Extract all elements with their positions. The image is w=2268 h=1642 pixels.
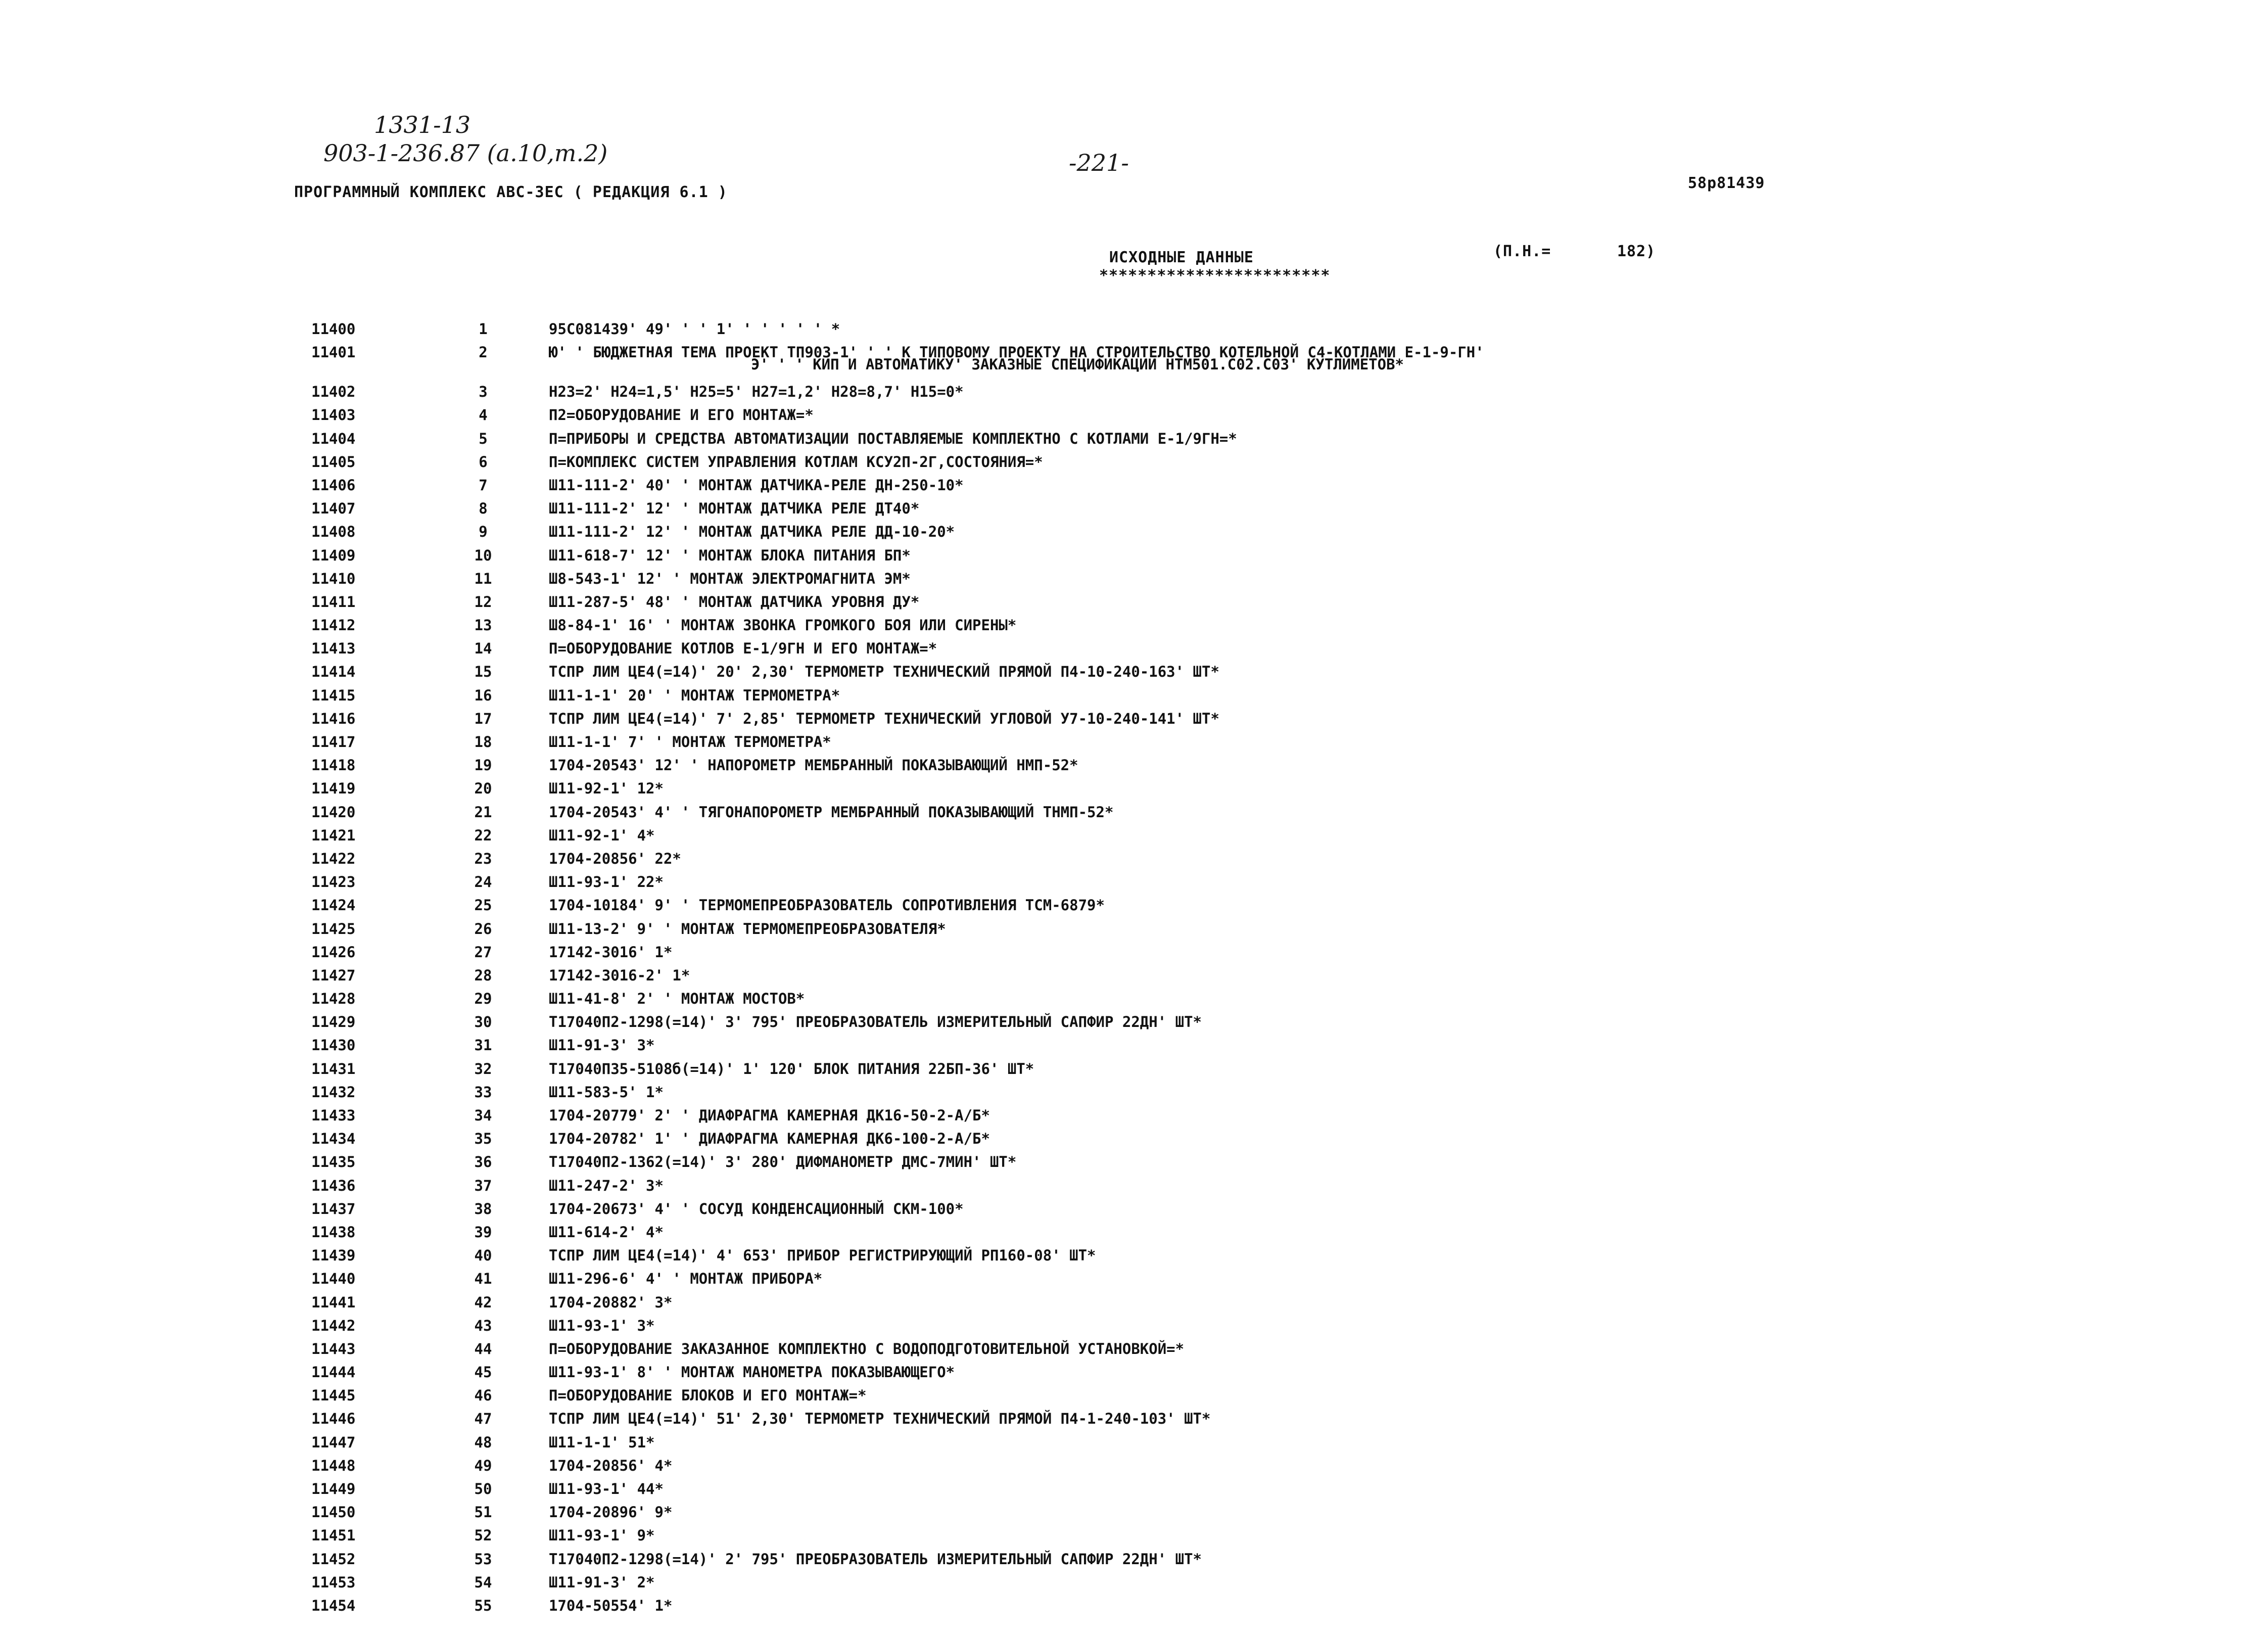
listing-row bbox=[311, 1365, 2029, 1388]
row-id: 11448 bbox=[311, 1457, 356, 1474]
row-text bbox=[549, 1528, 2029, 1543]
row-text-line: ТСПР ЛИМ ЦЕ4(=14)' 7' 2,85' ТЕРМОМЕТР ТЕХНИЧЕСКИЙ УГЛОВОЙ У7-10-240-141' ШТ* bbox=[549, 710, 1219, 727]
listing-row bbox=[311, 664, 2029, 687]
row-text-line: П=ПРИБОРЫ И СРЕДСТВА АВТОМАТИЗАЦИИ ПОСТАВЛЯЕМЫЕ КОМПЛЕКТНО С КОТЛАМИ Е-1/9ГН=* bbox=[549, 430, 1237, 447]
listing-row bbox=[311, 1411, 2029, 1434]
row-number: 45 bbox=[474, 1364, 492, 1381]
listing-row bbox=[311, 594, 2029, 618]
row-number: 47 bbox=[474, 1410, 492, 1428]
listing-row bbox=[311, 1271, 2029, 1294]
row-text-line: 95С081439' 49' ' ' 1' ' ' ' ' ' * bbox=[549, 320, 840, 338]
row-id: 11436 bbox=[311, 1177, 356, 1194]
row-text-line: 1704-20882' 3* bbox=[549, 1293, 673, 1311]
row-id: 11412 bbox=[311, 617, 356, 634]
row-text bbox=[549, 618, 2029, 633]
row-text-line: Т17040П2-1298(=14)' 2' 795' ПРЕОБРАЗОВАТЕЛЬ ИЗМЕРИТЕЛЬНЫЙ САПФИР 22ДН' ШТ* bbox=[549, 1550, 1202, 1568]
row-id: 11400 bbox=[311, 320, 356, 338]
row-number: 35 bbox=[474, 1130, 492, 1148]
row-number: 44 bbox=[474, 1340, 492, 1357]
row-text-line: Ш11-614-2' 4* bbox=[549, 1223, 664, 1241]
row-text-line: 1704-20896' 9* bbox=[549, 1504, 673, 1521]
row-text bbox=[549, 1131, 2029, 1146]
row-text-line: Т17040П2-1362(=14)' 3' 280' ДИФМАНОМЕТР ДМС-7МИН' ШТ* bbox=[549, 1153, 1017, 1171]
row-number: 41 bbox=[474, 1270, 492, 1288]
listing-row bbox=[311, 828, 2029, 851]
row-id: 11406 bbox=[311, 476, 356, 494]
row-number: 27 bbox=[474, 943, 492, 961]
row-text-line: Ш11-92-1' 4* bbox=[549, 826, 655, 844]
listing-row bbox=[311, 524, 2029, 547]
row-number: 8 bbox=[479, 500, 488, 518]
row-id: 11440 bbox=[311, 1270, 356, 1288]
row-text bbox=[549, 524, 2029, 539]
listing-row bbox=[311, 758, 2029, 781]
row-text bbox=[549, 345, 2029, 372]
row-number: 19 bbox=[474, 757, 492, 774]
row-id: 11429 bbox=[311, 1013, 356, 1031]
row-id: 11432 bbox=[311, 1083, 356, 1101]
row-text bbox=[549, 851, 2029, 866]
row-text-line: Ш11-111-2' 12' ' МОНТАЖ ДАТЧИКА РЕЛЕ ДД-10-20* bbox=[549, 523, 955, 541]
row-number: 7 bbox=[479, 476, 488, 494]
row-number: 20 bbox=[474, 780, 492, 797]
row-text bbox=[549, 548, 2029, 563]
row-text-line: П=ОБОРУДОВАНИЕ БЛОКОВ И ЕГО МОНТАЖ=* bbox=[549, 1387, 867, 1404]
row-text-line: Ш11-93-1' 22* bbox=[549, 873, 664, 891]
row-number: 28 bbox=[474, 966, 492, 984]
row-text-line: Ш11-296-6' 4' ' МОНТАЖ ПРИБОРА* bbox=[549, 1270, 823, 1288]
listing-row bbox=[311, 1505, 2029, 1528]
row-text-line: Н23=2' Н24=1,5' Н25=5' Н27=1,2' Н28=8,7' Н15=0* bbox=[549, 383, 964, 401]
row-text bbox=[549, 664, 2029, 679]
row-number: 55 bbox=[474, 1597, 492, 1614]
row-text-line: Ш11-93-1' 3* bbox=[549, 1317, 655, 1334]
row-number: 9 bbox=[479, 523, 488, 541]
row-number: 17 bbox=[474, 710, 492, 727]
row-number: 22 bbox=[474, 826, 492, 844]
row-number: 12 bbox=[474, 593, 492, 611]
listing-row bbox=[311, 781, 2029, 804]
listing-row bbox=[311, 851, 2029, 874]
listing-row bbox=[311, 321, 2029, 345]
row-text-line: Ш11-93-1' 8' ' МОНТАЖ МАНОМЕТРА ПОКАЗЫВАЮЩЕГО* bbox=[549, 1364, 955, 1381]
row-text-continuation: Э' ' ' КИП И АВТОМАТИКУ' ЗАКАЗНЫЕ СПЕЦИФИКАЦИИ НТМ501.С02.С03' КУТЛИМЕТОВ* bbox=[751, 356, 1404, 373]
row-text bbox=[549, 828, 2029, 843]
row-id: 11420 bbox=[311, 803, 356, 821]
row-id: 11415 bbox=[311, 686, 356, 704]
row-id: 11419 bbox=[311, 780, 356, 797]
row-text bbox=[549, 1085, 2029, 1100]
listing-row bbox=[311, 1131, 2029, 1154]
row-text bbox=[549, 1435, 2029, 1450]
listing-row bbox=[311, 991, 2029, 1014]
row-number: 50 bbox=[474, 1480, 492, 1497]
row-id: 11439 bbox=[311, 1247, 356, 1264]
row-text-line: 1704-20543' 12' ' НАПОРОМЕТР МЕМБРАННЫЙ ПОКАЗЫВАЮЩИЙ НМП-52* bbox=[549, 757, 1078, 774]
document-number: 58р81439 bbox=[1688, 174, 1765, 192]
row-number: 5 bbox=[479, 430, 488, 447]
listing-row bbox=[311, 688, 2029, 711]
row-id: 11433 bbox=[311, 1107, 356, 1124]
listing-row bbox=[311, 1341, 2029, 1365]
row-id: 11402 bbox=[311, 383, 356, 401]
row-text-line: 17142-3016-2' 1* bbox=[549, 966, 690, 984]
row-text bbox=[549, 921, 2029, 936]
listing-row bbox=[311, 1225, 2029, 1248]
row-text-line: Ш11-91-3' 3* bbox=[549, 1037, 655, 1054]
row-number: 42 bbox=[474, 1293, 492, 1311]
listing-row bbox=[311, 1061, 2029, 1085]
row-id: 11417 bbox=[311, 733, 356, 750]
row-text-line: Ш11-92-1' 12* bbox=[549, 780, 664, 797]
row-id: 11451 bbox=[311, 1527, 356, 1544]
row-text bbox=[549, 781, 2029, 796]
row-number: 51 bbox=[474, 1504, 492, 1521]
row-text-line: Ш11-618-7' 12' ' МОНТАЖ БЛОКА ПИТАНИЯ БП* bbox=[549, 546, 911, 564]
row-number: 48 bbox=[474, 1433, 492, 1451]
row-number: 16 bbox=[474, 686, 492, 704]
listing-row bbox=[311, 1528, 2029, 1551]
row-text-line: Т17040П2-1298(=14)' 3' 795' ПРЕОБРАЗОВАТЕЛЬ ИЗМЕРИТЕЛЬНЫЙ САПФИР 22ДН' ШТ* bbox=[549, 1013, 1202, 1031]
listing-row bbox=[311, 898, 2029, 921]
title-pn-value: 182) bbox=[1617, 243, 1656, 260]
listing-row bbox=[311, 805, 2029, 828]
row-number: 24 bbox=[474, 873, 492, 891]
row-text bbox=[549, 1201, 2029, 1216]
row-id: 11427 bbox=[311, 966, 356, 984]
row-text bbox=[549, 1318, 2029, 1333]
archive-number-handwritten: 1331-13 bbox=[374, 111, 471, 138]
row-number: 33 bbox=[474, 1083, 492, 1101]
listing-row bbox=[311, 1248, 2029, 1271]
listing-row bbox=[311, 1154, 2029, 1178]
row-text bbox=[549, 688, 2029, 703]
row-text-line: 1704-20782' 1' ' ДИАФРАГМА КАМЕРНАЯ ДК6-100-2-А/Б* bbox=[549, 1130, 990, 1148]
row-id: 11430 bbox=[311, 1037, 356, 1054]
row-id: 11424 bbox=[311, 897, 356, 914]
row-id: 11438 bbox=[311, 1223, 356, 1241]
title-underline: ************************ bbox=[1099, 267, 1331, 285]
row-number: 36 bbox=[474, 1153, 492, 1171]
row-number: 54 bbox=[474, 1573, 492, 1591]
row-text-line: ТСПР ЛИМ ЦЕ4(=14)' 20' 2,30' ТЕРМОМЕТР ТЕХНИЧЕСКИЙ ПРЯМОЙ П4-10-240-163' ШТ* bbox=[549, 663, 1219, 681]
row-number: 46 bbox=[474, 1387, 492, 1404]
row-number: 21 bbox=[474, 803, 492, 821]
program-header: ПРОГРАММНЫЙ КОМПЛЕКС АВС-3ЕС ( РЕДАКЦИЯ 6.1 ) bbox=[294, 183, 728, 201]
row-number: 1 bbox=[479, 320, 488, 338]
row-number: 29 bbox=[474, 990, 492, 1008]
row-text-line: Т17040П35-5108б(=14)' 1' 120' БЛОК ПИТАНИЯ 22БП-36' ШТ* bbox=[549, 1060, 1034, 1077]
row-text-line: 1704-20673' 4' ' СОСУД КОНДЕНСАЦИОННЫЙ СКМ-100* bbox=[549, 1200, 964, 1217]
row-text bbox=[549, 594, 2029, 609]
row-id: 11416 bbox=[311, 710, 356, 727]
listing-row bbox=[311, 571, 2029, 594]
row-id: 11446 bbox=[311, 1410, 356, 1428]
listing-row bbox=[311, 1481, 2029, 1505]
listing-row bbox=[311, 641, 2029, 664]
row-text-line: 17142-3016' 1* bbox=[549, 943, 673, 961]
row-id: 11422 bbox=[311, 850, 356, 867]
row-id: 11414 bbox=[311, 663, 356, 681]
listing-row bbox=[311, 1575, 2029, 1598]
listing-row bbox=[311, 454, 2029, 478]
row-text bbox=[549, 501, 2029, 516]
row-text bbox=[549, 968, 2029, 983]
row-number: 30 bbox=[474, 1013, 492, 1031]
listing-row bbox=[311, 711, 2029, 734]
listing-row bbox=[311, 431, 2029, 454]
row-id: 11425 bbox=[311, 920, 356, 937]
listing-row bbox=[311, 874, 2029, 898]
row-text bbox=[549, 1038, 2029, 1053]
row-text bbox=[549, 1505, 2029, 1520]
row-text bbox=[549, 454, 2029, 470]
row-number: 18 bbox=[474, 733, 492, 750]
row-id: 11409 bbox=[311, 546, 356, 564]
row-text bbox=[549, 1225, 2029, 1240]
row-text bbox=[549, 898, 2029, 913]
row-text-line: ТСПР ЛИМ ЦЕ4(=14)' 4' 653' ПРИБОР РЕГИСТРИРУЮЩИЙ РП160-08' ШТ* bbox=[549, 1247, 1096, 1264]
row-text bbox=[549, 1365, 2029, 1380]
row-text bbox=[549, 571, 2029, 586]
listing-row bbox=[311, 1388, 2029, 1411]
row-text-line: Ш11-247-2' 3* bbox=[549, 1177, 664, 1194]
row-number: 38 bbox=[474, 1200, 492, 1217]
row-number: 49 bbox=[474, 1457, 492, 1474]
row-id: 11403 bbox=[311, 406, 356, 424]
row-number: 37 bbox=[474, 1177, 492, 1194]
listing-row bbox=[311, 1085, 2029, 1108]
row-text-line: Ш11-13-2' 9' ' МОНТАЖ ТЕРМОМЕПРЕОБРАЗОВАТЕЛЯ* bbox=[549, 920, 946, 937]
row-id: 11428 bbox=[311, 990, 356, 1008]
row-text-line: Ю' ' БЮДЖЕТНАЯ ТЕМА ПРОЕКТ ТП903-1' ' ' К ТИПОВОМУ ПРОЕКТУ НА СТРОИТЕЛЬСТВО КОТЕЛЬНОЙ С4-КОТЛАМИ Е-1-9-ГН' bbox=[549, 344, 1484, 361]
row-id: 11453 bbox=[311, 1573, 356, 1591]
row-id: 11435 bbox=[311, 1153, 356, 1171]
row-number: 53 bbox=[474, 1550, 492, 1568]
row-text bbox=[549, 1575, 2029, 1590]
listing-row bbox=[311, 478, 2029, 501]
listing-row bbox=[311, 1458, 2029, 1481]
row-text-line: П=ОБОРУДОВАНИЕ КОТЛОВ Е-1/9ГН И ЕГО МОНТАЖ=* bbox=[549, 640, 937, 658]
listing-row bbox=[311, 1552, 2029, 1575]
row-text bbox=[549, 641, 2029, 656]
row-text-line: Ш11-111-2' 12' ' МОНТАЖ ДАТЧИКА РЕЛЕ ДТ40* bbox=[549, 500, 920, 518]
row-number: 34 bbox=[474, 1107, 492, 1124]
row-number: 39 bbox=[474, 1223, 492, 1241]
row-text-line: Ш11-91-3' 2* bbox=[549, 1573, 655, 1591]
listing-row bbox=[311, 1014, 2029, 1038]
project-code-handwritten: 903-1-236.87 (а.10,т.2) bbox=[323, 139, 608, 167]
row-id: 11401 bbox=[311, 344, 356, 361]
row-text bbox=[549, 805, 2029, 820]
row-text-line: 1704-50554' 1* bbox=[549, 1597, 673, 1614]
listing-row bbox=[311, 945, 2029, 968]
row-text bbox=[549, 1341, 2029, 1356]
row-text bbox=[549, 711, 2029, 726]
row-number: 31 bbox=[474, 1037, 492, 1054]
row-text bbox=[549, 431, 2029, 446]
listing-row bbox=[311, 734, 2029, 758]
row-text bbox=[549, 1481, 2029, 1496]
row-text bbox=[549, 1014, 2029, 1029]
row-number: 43 bbox=[474, 1317, 492, 1334]
row-text-line: Ш8-543-1' 12' ' МОНТАЖ ЭЛЕКТРОМАГНИТА ЭМ* bbox=[549, 570, 911, 587]
row-text-line: Ш11-287-5' 48' ' МОНТАЖ ДАТЧИКА УРОВНЯ ДУ* bbox=[549, 593, 920, 611]
row-text-line: П=ОБОРУДОВАНИЕ ЗАКАЗАННОЕ КОМПЛЕКТНО С ВОДОПОДГОТОВИТЕЛЬНОЙ УСТАНОВКОЙ=* bbox=[549, 1340, 1185, 1357]
row-text bbox=[549, 478, 2029, 493]
row-id: 11437 bbox=[311, 1200, 356, 1217]
row-text bbox=[549, 1458, 2029, 1473]
row-text bbox=[549, 945, 2029, 960]
row-number: 26 bbox=[474, 920, 492, 937]
listing-row bbox=[311, 501, 2029, 524]
row-id: 11434 bbox=[311, 1130, 356, 1148]
row-id: 11450 bbox=[311, 1504, 356, 1521]
row-text-line: Ш8-84-1' 16' ' МОНТАЖ ЗВОНКА ГРОМКОГО БОЯ ИЛИ СИРЕНЫ* bbox=[549, 617, 1017, 634]
row-id: 11431 bbox=[311, 1060, 356, 1077]
row-text bbox=[549, 1108, 2029, 1123]
row-number: 52 bbox=[474, 1527, 492, 1544]
row-text bbox=[549, 1552, 2029, 1567]
listing-row bbox=[311, 1178, 2029, 1201]
row-id: 11443 bbox=[311, 1340, 356, 1357]
row-text-line: 1704-20779' 2' ' ДИАФРАГМА КАМЕРНАЯ ДК16-50-2-А/Б* bbox=[549, 1107, 990, 1124]
row-text bbox=[549, 321, 2029, 337]
row-number: 4 bbox=[479, 406, 488, 424]
row-id: 11411 bbox=[311, 593, 356, 611]
row-text-line: Ш11-93-1' 44* bbox=[549, 1480, 664, 1497]
row-text-line: Ш11-1-1' 51* bbox=[549, 1433, 655, 1451]
row-number: 14 bbox=[474, 640, 492, 658]
listing-row bbox=[311, 548, 2029, 571]
row-text bbox=[549, 1154, 2029, 1169]
row-number: 11 bbox=[474, 570, 492, 587]
listing-row bbox=[311, 1108, 2029, 1131]
listing-row bbox=[311, 1295, 2029, 1318]
listing-row bbox=[311, 1318, 2029, 1341]
title-pn-label: (П.Н.= bbox=[1493, 243, 1551, 260]
row-id: 11441 bbox=[311, 1293, 356, 1311]
row-text-line: 1704-20856' 22* bbox=[549, 850, 681, 867]
listing-row bbox=[311, 1038, 2029, 1061]
listing-row bbox=[311, 1201, 2029, 1225]
row-text bbox=[549, 734, 2029, 749]
row-text-line: 1704-10184' 9' ' ТЕРМОМЕПРЕОБРАЗОВАТЕЛЬ СОПРОТИВЛЕНИЯ ТСМ-6879* bbox=[549, 897, 1105, 914]
row-id: 11404 bbox=[311, 430, 356, 447]
row-text-line: Ш11-111-2' 40' ' МОНТАЖ ДАТЧИКА-РЕЛЕ ДН-250-10* bbox=[549, 476, 964, 494]
row-text bbox=[549, 1271, 2029, 1286]
row-id: 11408 bbox=[311, 523, 356, 541]
row-text bbox=[549, 1248, 2029, 1263]
row-text-line: П2=ОБОРУДОВАНИЕ И ЕГО МОНТАЖ=* bbox=[549, 406, 814, 424]
row-id: 11445 bbox=[311, 1387, 356, 1404]
row-text bbox=[549, 758, 2029, 773]
data-listing bbox=[311, 321, 2029, 1621]
page-number: -221- bbox=[1069, 149, 1129, 176]
row-text bbox=[549, 1295, 2029, 1310]
row-text-line: Ш11-41-8' 2' ' МОНТАЖ МОСТОВ* bbox=[549, 990, 805, 1008]
row-id: 11407 bbox=[311, 500, 356, 518]
row-text bbox=[549, 874, 2029, 889]
row-text-line: Ш11-1-1' 20' ' МОНТАЖ ТЕРМОМЕТРА* bbox=[549, 686, 840, 704]
row-number: 32 bbox=[474, 1060, 492, 1077]
row-text-line: П=КОМПЛЕКС СИСТЕМ УПРАВЛЕНИЯ КОТЛАМ КСУ2П-2Г,СОСТОЯНИЯ=* bbox=[549, 453, 1043, 471]
row-id: 11447 bbox=[311, 1433, 356, 1451]
row-number: 23 bbox=[474, 850, 492, 867]
row-text bbox=[549, 407, 2029, 423]
listing-row bbox=[311, 384, 2029, 407]
listing-row bbox=[311, 618, 2029, 641]
listing-row bbox=[311, 1598, 2029, 1621]
row-text bbox=[549, 1598, 2029, 1613]
row-number: 25 bbox=[474, 897, 492, 914]
row-number: 10 bbox=[474, 546, 492, 564]
row-text-line: Ш11-583-5' 1* bbox=[549, 1083, 664, 1101]
row-id: 11449 bbox=[311, 1480, 356, 1497]
row-id: 11410 bbox=[311, 570, 356, 587]
row-number: 15 bbox=[474, 663, 492, 681]
row-text-line: Ш11-93-1' 9* bbox=[549, 1527, 655, 1544]
row-id: 11421 bbox=[311, 826, 356, 844]
row-id: 11426 bbox=[311, 943, 356, 961]
row-id: 11423 bbox=[311, 873, 356, 891]
row-id: 11444 bbox=[311, 1364, 356, 1381]
row-number: 6 bbox=[479, 453, 488, 471]
listing-row bbox=[311, 345, 2029, 384]
row-id: 11413 bbox=[311, 640, 356, 658]
row-text bbox=[549, 991, 2029, 1006]
row-text bbox=[549, 1388, 2029, 1403]
row-text-line: Ш11-1-1' 7' ' МОНТАЖ ТЕРМОМЕТРА* bbox=[549, 733, 831, 750]
row-number: 3 bbox=[479, 383, 488, 401]
row-text bbox=[549, 1061, 2029, 1076]
row-id: 11452 bbox=[311, 1550, 356, 1568]
listing-row bbox=[311, 968, 2029, 991]
row-id: 11454 bbox=[311, 1597, 356, 1614]
row-text bbox=[549, 1178, 2029, 1193]
row-text-line: ТСПР ЛИМ ЦЕ4(=14)' 51' 2,30' ТЕРМОМЕТР ТЕХНИЧЕСКИЙ ПРЯМОЙ П4-1-240-103' ШТ* bbox=[549, 1410, 1211, 1428]
row-text-line: 1704-20543' 4' ' ТЯГОНАПОРОМЕТР МЕМБРАННЫЙ ПОКАЗЫВАЮЩИЙ ТНМП-52* bbox=[549, 803, 1114, 821]
row-id: 11442 bbox=[311, 1317, 356, 1334]
listing-row bbox=[311, 921, 2029, 945]
row-id: 11418 bbox=[311, 757, 356, 774]
row-text bbox=[549, 1411, 2029, 1426]
row-number: 2 bbox=[479, 344, 488, 361]
row-text bbox=[549, 384, 2029, 399]
listing-row bbox=[311, 1435, 2029, 1458]
row-text-line: 1704-20856' 4* bbox=[549, 1457, 673, 1474]
row-id: 11405 bbox=[311, 453, 356, 471]
row-number: 13 bbox=[474, 617, 492, 634]
page-title: ИСХОДНЫЕ ДАННЫЕ bbox=[1109, 249, 1254, 266]
row-number: 40 bbox=[474, 1247, 492, 1264]
listing-row bbox=[311, 407, 2029, 431]
